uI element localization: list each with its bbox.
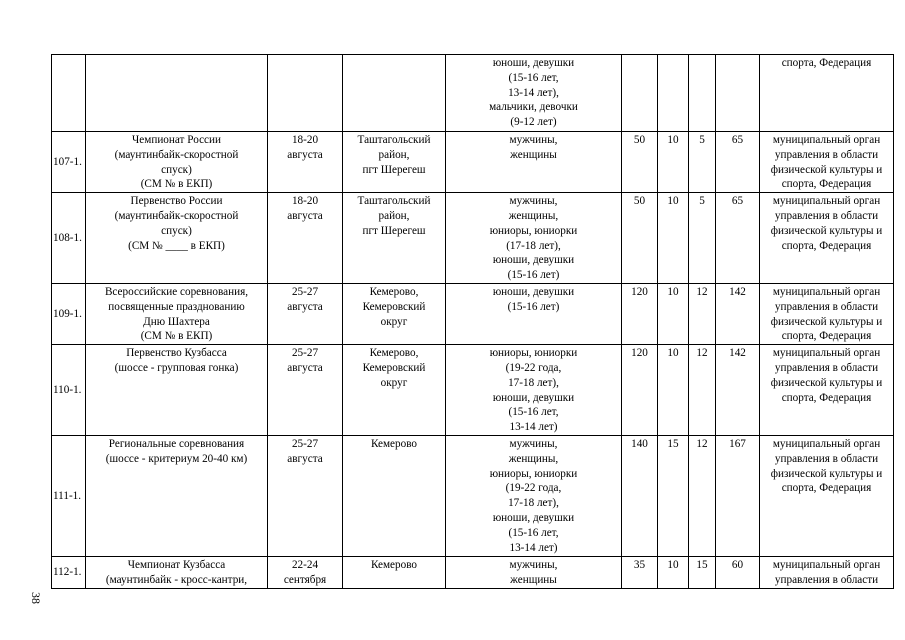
dates-cell	[268, 132, 343, 193]
organizer-cell	[760, 283, 894, 344]
event-name-cell	[86, 283, 268, 344]
cell-line: спуск)	[161, 224, 192, 237]
cell-line: юноши, девушки	[492, 57, 575, 69]
count-cell-2: 15	[658, 435, 689, 556]
cell-line: Региональные соревнования	[108, 437, 245, 450]
cell-line: августа	[287, 452, 323, 465]
event-name-cell	[86, 435, 268, 556]
count-cell-3: 15	[689, 556, 716, 588]
count-cell-2: 10	[658, 556, 689, 588]
place-cell	[343, 132, 446, 193]
cell-line: (19-22 года,	[505, 361, 562, 374]
cell-line: Кемерово,	[369, 285, 419, 298]
cell-line: женщины	[510, 573, 557, 586]
count-cell-1: 120	[622, 345, 658, 436]
table-row	[52, 193, 894, 284]
cell-line: (15-16 лет,	[508, 406, 559, 419]
organizer-cell	[760, 132, 894, 193]
participants-cell	[446, 345, 622, 436]
cell-line: посвященные празднованию	[108, 300, 245, 313]
cell-line: муниципальный орган	[772, 195, 881, 208]
cell-line: спуск)	[161, 163, 192, 176]
cell-line: управления в области	[774, 209, 879, 222]
count-cell-1	[622, 55, 658, 132]
cell-line: (15-16 лет,	[508, 526, 559, 539]
table-row	[52, 132, 894, 193]
cell-line: Таштагольский	[357, 195, 431, 208]
cell-line: августа	[287, 209, 323, 222]
row-number-cell: 107-1.	[52, 132, 86, 193]
cell-line: мужчины,	[509, 134, 558, 146]
cell-line: округ	[380, 376, 408, 389]
cell-line: 18-20	[291, 195, 319, 208]
total-cell: 65	[716, 193, 760, 284]
organizer-cell	[760, 556, 894, 588]
row-number-cell: 112-1.	[52, 556, 86, 588]
cell-line: спорта, Федерация	[781, 57, 872, 69]
event-name-cell	[86, 132, 268, 193]
cell-line: юноши, девушки	[492, 254, 575, 267]
cell-line: спорта, Федерация	[781, 391, 872, 404]
participants-cell	[446, 55, 622, 132]
cell-line: Чемпионат Кузбасса	[127, 558, 226, 571]
cell-line: Чемпионат России	[132, 134, 221, 146]
cell-line: женщины	[510, 148, 557, 161]
count-cell-2	[658, 55, 689, 132]
cell-line: юниоры, юниорки	[489, 224, 578, 237]
row-number-cell: 111-1.	[52, 435, 86, 556]
event-name-cell	[86, 193, 268, 284]
row-number-cell: 110-1.	[52, 345, 86, 436]
place-cell	[343, 556, 446, 588]
cell-line: управления в области	[774, 300, 879, 313]
table-row	[52, 283, 894, 344]
cell-line: 17-18 лет),	[508, 376, 559, 389]
count-cell-3: 5	[689, 193, 716, 284]
cell-line: женщины,	[508, 452, 559, 465]
row-number-cell: 108-1.	[52, 193, 86, 284]
cell-line: муниципальный орган	[772, 437, 881, 450]
cell-line: муниципальный орган	[772, 134, 881, 146]
dates-cell	[268, 55, 343, 132]
cell-line: Таштагольский	[357, 134, 431, 146]
cell-line: (15-16 лет,	[508, 71, 559, 84]
cell-line: 25-27	[291, 285, 319, 298]
count-cell-1: 50	[622, 193, 658, 284]
count-cell-1: 120	[622, 283, 658, 344]
cell-line: (19-22 года,	[505, 482, 562, 495]
cell-line: муниципальный орган	[772, 558, 881, 571]
cell-line: (СМ № ____ в ЕКП)	[128, 239, 225, 252]
table-body	[52, 55, 894, 589]
cell-line: августа	[287, 361, 323, 374]
event-name-cell	[86, 345, 268, 436]
cell-line: физической культуры и	[770, 163, 883, 176]
cell-line: августа	[287, 300, 323, 313]
cell-line: (17-18 лет),	[506, 239, 561, 252]
cell-line: юноши, девушки	[492, 285, 575, 298]
events-table	[51, 54, 894, 589]
cell-line: сентября	[283, 573, 327, 586]
cell-line: физической культуры и	[770, 467, 883, 480]
dates-cell	[268, 435, 343, 556]
count-cell-2: 10	[658, 193, 689, 284]
dates-cell	[268, 556, 343, 588]
count-cell-3: 12	[689, 283, 716, 344]
participants-cell	[446, 556, 622, 588]
count-cell-3	[689, 55, 716, 132]
cell-line: мужчины,	[509, 195, 558, 208]
cell-line: район,	[378, 209, 410, 222]
count-cell-2: 10	[658, 283, 689, 344]
cell-line: (СМ № в ЕКП)	[140, 330, 213, 343]
table-row	[52, 435, 894, 556]
cell-line: Кемерово	[370, 558, 418, 571]
cell-line: управления в области	[774, 452, 879, 465]
table-row	[52, 345, 894, 436]
organizer-cell	[760, 435, 894, 556]
participants-cell	[446, 435, 622, 556]
cell-line: физической культуры и	[770, 315, 883, 328]
cell-line: (маунтинбайк-скоростной	[114, 209, 239, 222]
cell-line: юниоры, юниорки	[489, 347, 578, 360]
dates-cell	[268, 193, 343, 284]
cell-line: 25-27	[291, 437, 319, 450]
total-cell: 167	[716, 435, 760, 556]
cell-line: юниоры, юниорки	[489, 467, 578, 480]
cell-line: округ	[380, 315, 408, 328]
cell-line: 13-14 лет)	[509, 541, 558, 554]
table-row	[52, 556, 894, 588]
cell-line: юноши, девушки	[492, 391, 575, 404]
cell-line: муниципальный орган	[772, 285, 881, 298]
count-cell-1: 50	[622, 132, 658, 193]
cell-line: 18-20	[291, 134, 319, 146]
cell-line: (СМ № в ЕКП)	[140, 178, 213, 191]
cell-line: Дню Шахтера	[143, 315, 210, 328]
cell-line: Кемеровский	[362, 300, 426, 313]
cell-line: (маунтинбайк - кросс-кантри,	[105, 573, 248, 586]
table-row	[52, 55, 894, 132]
count-cell-1: 35	[622, 556, 658, 588]
cell-line: спорта, Федерация	[781, 239, 872, 252]
cell-line: управления в области	[774, 148, 879, 161]
cell-line: женщины,	[508, 209, 559, 222]
organizer-cell	[760, 345, 894, 436]
dates-cell	[268, 283, 343, 344]
place-cell	[343, 435, 446, 556]
cell-line: спорта, Федерация	[781, 330, 872, 343]
place-cell	[343, 283, 446, 344]
event-name-cell	[86, 556, 268, 588]
cell-line: 13-14 лет)	[509, 421, 558, 434]
participants-cell	[446, 132, 622, 193]
participants-cell	[446, 283, 622, 344]
row-number-cell: 109-1.	[52, 283, 86, 344]
cell-line: Первенство России	[130, 195, 223, 208]
cell-line: августа	[287, 148, 323, 161]
count-cell-2: 10	[658, 345, 689, 436]
cell-line: Кемерово,	[369, 347, 419, 360]
cell-line: физической культуры и	[770, 376, 883, 389]
cell-line: (шоссе - критериум 20-40 км)	[105, 452, 248, 465]
dates-cell	[268, 345, 343, 436]
total-cell: 142	[716, 283, 760, 344]
place-cell	[343, 55, 446, 132]
event-name-cell	[86, 55, 268, 132]
cell-line: управления в области	[774, 361, 879, 374]
cell-line: Кемерово	[370, 437, 418, 450]
cell-line: (15-16 лет)	[507, 300, 560, 313]
cell-line: спорта, Федерация	[781, 482, 872, 495]
organizer-cell	[760, 55, 894, 132]
count-cell-1: 140	[622, 435, 658, 556]
place-cell	[343, 193, 446, 284]
total-cell	[716, 55, 760, 132]
row-number-cell	[52, 55, 86, 132]
cell-line: пгт Шерегеш	[362, 163, 426, 176]
total-cell: 60	[716, 556, 760, 588]
cell-line: пгт Шерегеш	[362, 224, 426, 237]
cell-line: муниципальный орган	[772, 347, 881, 360]
total-cell: 65	[716, 132, 760, 193]
organizer-cell	[760, 193, 894, 284]
cell-line: 22-24	[291, 558, 319, 571]
cell-line: (шоссе - групповая гонка)	[114, 361, 239, 374]
cell-line: управления в области	[774, 573, 879, 586]
cell-line: мужчины,	[509, 558, 558, 571]
count-cell-3: 12	[689, 345, 716, 436]
cell-line: физической культуры и	[770, 224, 883, 237]
participants-cell	[446, 193, 622, 284]
cell-line: 25-27	[291, 347, 319, 360]
cell-line: (маунтинбайк-скоростной	[114, 148, 239, 161]
cell-line: (9-12 лет)	[510, 116, 557, 129]
cell-line: 13-14 лет),	[508, 86, 559, 99]
cell-line: мальчики, девочки	[489, 101, 578, 114]
cell-line: Кемеровский	[362, 361, 426, 374]
cell-line: 17-18 лет),	[508, 497, 559, 510]
total-cell: 142	[716, 345, 760, 436]
cell-line: мужчины,	[509, 437, 558, 450]
cell-line: Первенство Кузбасса	[126, 347, 227, 360]
place-cell	[343, 345, 446, 436]
count-cell-3: 5	[689, 132, 716, 193]
count-cell-3: 12	[689, 435, 716, 556]
count-cell-2: 10	[658, 132, 689, 193]
cell-line: (15-16 лет)	[507, 269, 560, 282]
page-number: 38	[29, 592, 43, 604]
cell-line: район,	[378, 148, 410, 161]
cell-line: спорта, Федерация	[781, 178, 872, 191]
cell-line: Всероссийские соревнования,	[104, 285, 249, 298]
cell-line: юноши, девушки	[492, 511, 575, 524]
